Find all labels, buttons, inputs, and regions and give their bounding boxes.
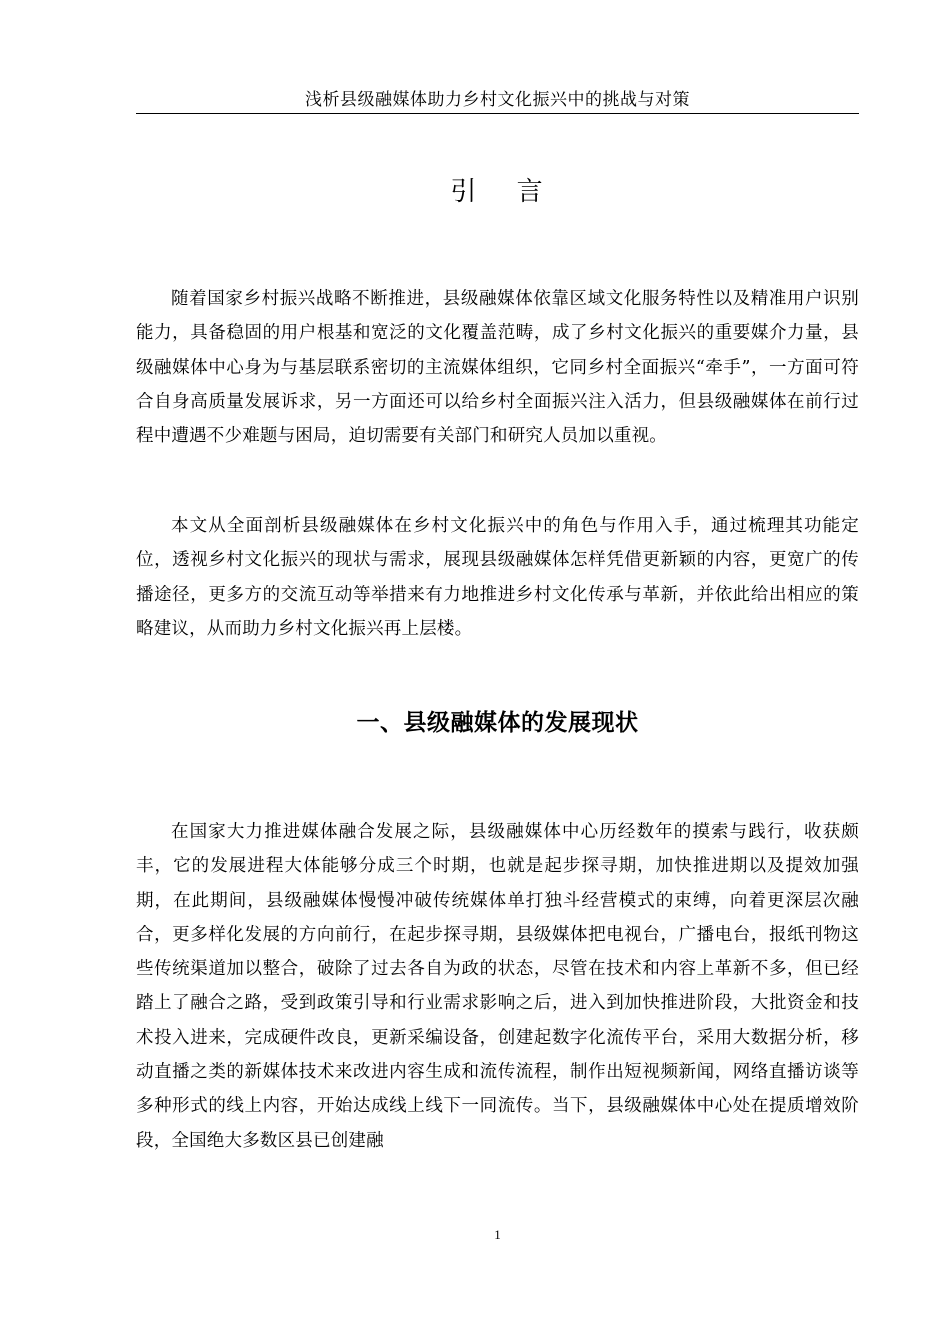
section-heading: 一、县级融媒体的发展现状 [356, 710, 639, 736]
body-paragraph: 在国家大力推进媒体融合发展之际，县级融媒体中心历经数年的摸索与践行，收获颇丰，它的发展进程大体能够分成三个时期，也就是起步探寻期，加快推进期以及提效加强期，在此期间，县级融媒体慢慢冲破传统媒体单打独斗经营模式的束缚，向着更深层次融合，更多样化发展的方向前行，在起步探寻期，县级媒体把电视台，广播电台，报纸刊物这些传统渠道加以整合，破除了过去各自为政的状态，尽管在技术和内容上革新不多，但已经踏上了融合之路，受到政策引导和行业需求影响之后，进入到加快推进阶段，大批资金和技术投入进来，完成硬件改良，更新采编设备，创建起数字化流传平台，采用大数据分析，移动直播之类的新媒体技术来改进内容生成和流传流程，制作出短视频新闻，网络直播访谈等多种形式的线上内容，开始达成线上线下一同流传。当下，县级融媒体中心处在提质增效阶段，全国绝大多数区县已创建融 [136, 822, 859, 1151]
header-rule [136, 113, 859, 114]
chapter-title: 引 言 [450, 177, 545, 207]
intro-paragraph: 本文从全面剖析县级融媒体在乡村文化振兴中的角色与作用入手，通过梳理其功能定位，透视乡村文化振兴的现状与需求，展现县级融媒体怎样凭借更新颖的内容，更宽广的传播途径，更多方的交流互动等举措来有力地推进乡村文化传承与革新，并依此给出相应的策略建议，从而助力乡村文化振兴再上层楼。 [136, 516, 859, 639]
intro-paragraph: 随着国家乡村振兴战略不断推进，县级融媒体依靠区域文化服务特性以及精准用户识别能力，具备稳固的用户根基和宽泛的文化覆盖范畴，成了乡村文化振兴的重要媒介力量，县级融媒体中心身为与基层联系密切的主流媒体组织，它同乡村全面振兴“牵手”，一方面可符合自身高质量发展诉求，另一方面还可以给乡村全面振兴注入活力，但县级融媒体在前行过程中遭遇不少难题与困局，迫切需要有关部门和研究人员加以重视。 [136, 289, 859, 447]
running-header: 浅析县级融媒体助力乡村文化振兴中的挑战与对策 [305, 90, 690, 110]
page-number: 1 [494, 1227, 501, 1242]
